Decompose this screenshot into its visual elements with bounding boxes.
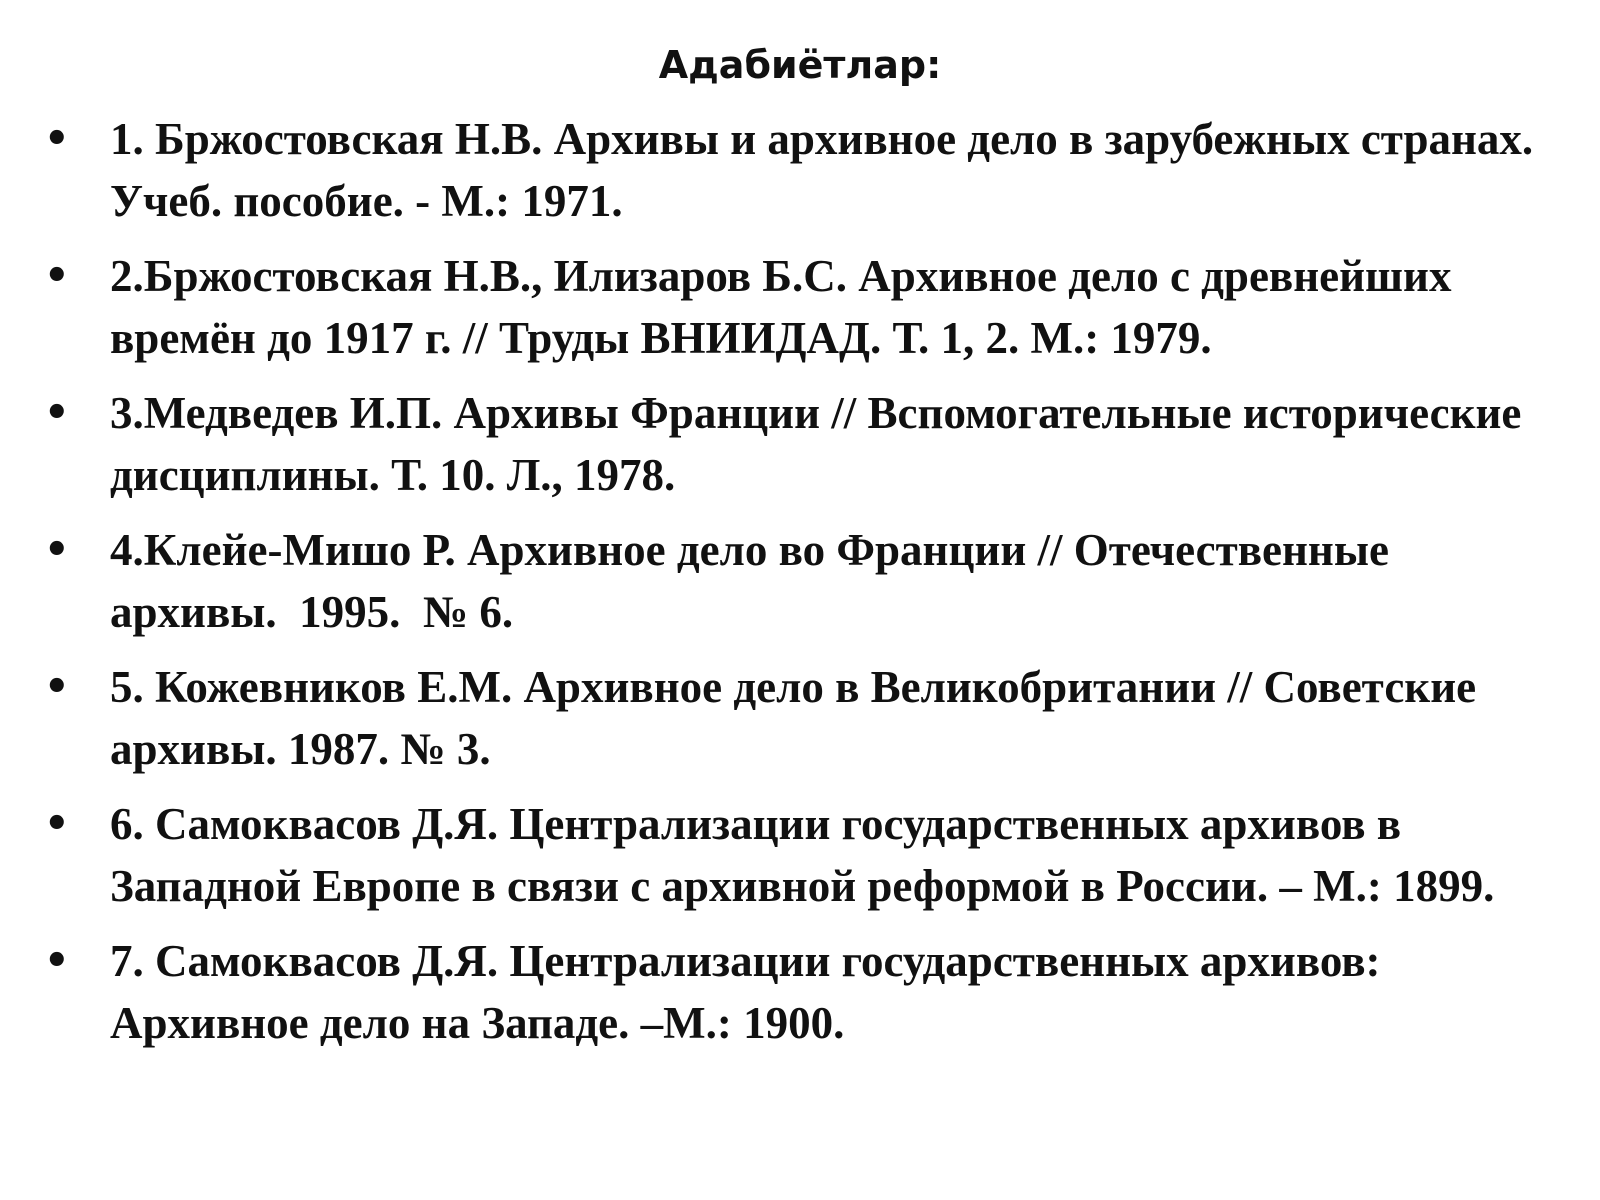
list-item bbox=[0, 382, 1600, 506]
reference-list bbox=[0, 108, 1600, 1067]
reference-text: 1. Бржостовская Н.В. Архивы и архивное дело в зарубежных странах. Учеб. пособие. - М.: 1971. bbox=[110, 114, 1534, 226]
bullet-icon: • bbox=[44, 801, 70, 847]
reference-text: 2.Бржостовская Н.В., Илизаров Б.С. Архивное дело с древнейших времён до 1917 г. // Труды ВНИИДАД. Т. 1, 2. М.: 1979. bbox=[110, 251, 1452, 363]
reference-text: 5. Кожевников Е.М. Архивное дело в Великобритании // Советские архивы. 1987. № 3. bbox=[110, 662, 1477, 774]
list-item bbox=[0, 108, 1600, 232]
list-item bbox=[0, 656, 1600, 780]
bullet-icon: • bbox=[44, 527, 70, 573]
reference-text: 3.Медведев И.П. Архивы Франции // Вспомогательные исторические дисциплины. Т. 10. Л., 1978. bbox=[110, 388, 1522, 500]
page-title: Адабиётлар: bbox=[658, 43, 942, 87]
bullet-icon: • bbox=[44, 116, 70, 162]
bullet-icon: • bbox=[44, 253, 70, 299]
list-item bbox=[0, 793, 1600, 917]
list-item bbox=[0, 519, 1600, 643]
reference-text: 6. Самоквасов Д.Я. Централизации государственных архивов в Западной Европе в связи с архивной реформой в России. – М.: 1899. bbox=[110, 799, 1495, 911]
bullet-icon: • bbox=[44, 664, 70, 710]
bullet-icon: • bbox=[44, 390, 70, 436]
bullet-icon: • bbox=[44, 938, 70, 984]
reference-text: 4.Клейе-Мишо Р. Архивное дело во Франции // Отечественные архивы. 1995. № 6. bbox=[110, 525, 1412, 637]
list-item bbox=[0, 245, 1600, 369]
reference-text: 7. Самоквасов Д.Я. Централизации государственных архивов: Архивное дело на Западе. –М.: 1900. bbox=[110, 936, 1381, 1048]
list-item bbox=[0, 930, 1600, 1054]
